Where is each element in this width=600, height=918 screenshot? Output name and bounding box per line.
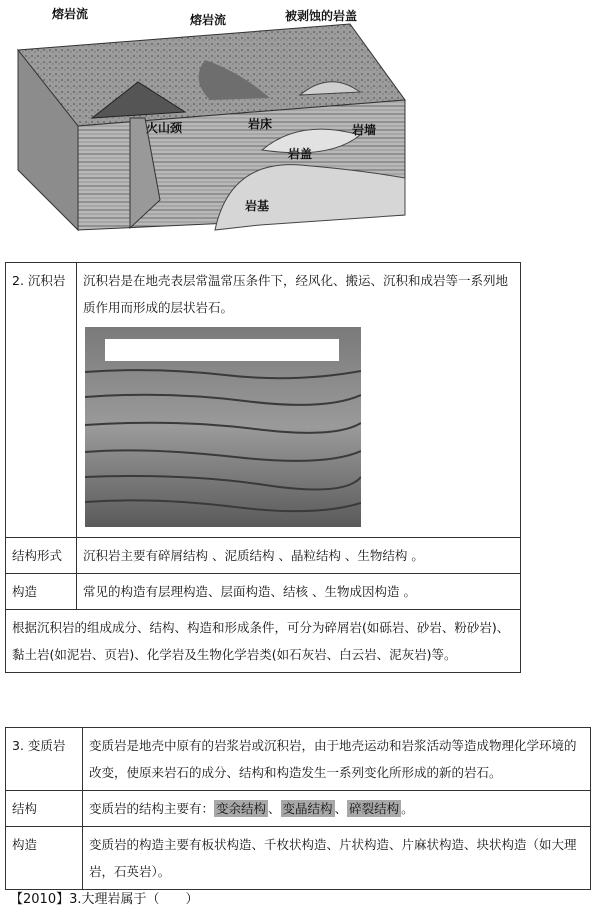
separator: 、 (268, 801, 281, 816)
label-batholith: 岩基 (245, 199, 270, 213)
metamorphic-tectonic-label: 构造 (6, 827, 83, 890)
question-text: 【2010】3.大理岩属于（ ） (10, 892, 199, 907)
sedimentary-definition-cell (77, 263, 521, 538)
sedimentary-heading: 2. 沉积岩 (6, 263, 77, 538)
label-laccolith: 岩盖 (288, 147, 313, 161)
sedimentary-tectonic-label: 构造 (6, 574, 77, 610)
label-dike: 岩墙 (352, 123, 377, 137)
sedimentary-structure-label: 结构形式 (6, 538, 77, 574)
metamorphic-structure-text (83, 791, 591, 827)
metamorphic-heading: 3. 变质岩 (6, 728, 83, 791)
metamorphic-tectonic-text: 变质岩的构造主要有板状构造、千枚状构造、片状构造、片麻状构造、块状构造（如大理岩，石英岩）。 (83, 827, 591, 890)
sedimentary-rock-table (5, 262, 521, 673)
structure-item-relict: 变余结构 (216, 801, 267, 816)
metamorphic-structure-label: 结构 (6, 791, 83, 827)
structure-item-cataclastic: 碎裂结构 (349, 801, 400, 816)
label-lava-left: 熔岩流 (52, 7, 89, 21)
label-volcanic-neck: 火山颈 (146, 121, 183, 135)
label-lava-center: 熔岩流 (190, 13, 227, 27)
sedimentary-tectonic-text: 常见的构造有层理构造、层面构造、结核 、生物成因构造 。 (77, 574, 521, 610)
metamorphic-rock-table (5, 727, 591, 890)
separator: 、 (334, 801, 348, 816)
label-eroded-laccolith: 被剥蚀的岩盖 (285, 9, 358, 23)
igneous-rock-block-diagram (0, 0, 600, 240)
sedimentary-definition: 沉积岩是在地壳表层常温常压条件下，经风化、搬运、沉积和成岩等一系列地质作用而形成的层状岩石。 (83, 273, 509, 315)
label-sill: 岩床 (248, 117, 273, 131)
metamorphic-definition: 变质岩是地壳中原有的岩浆岩或沉积岩，由于地壳运动和岩浆活动等造成物理化学环境的改变，使原来岩石的成分、结构和构造发生一系列变化所形成的新的岩石。 (83, 728, 591, 791)
structure-item-crystalloblastic: 变晶结构 (282, 801, 333, 816)
sedimentary-structure-text: 沉积岩主要有碎屑结构 、泥质结构 、晶粒结构 、生物结构 。 (77, 538, 521, 574)
sedimentary-classification: 根据沉积岩的组成成分、结构、构造和形成条件，可分为碎屑岩(如砾岩、砂岩、粉砂岩)、黏土岩(如泥岩、页岩)、化学岩及生物化学岩类(如石灰岩、白云岩、泥灰岩)等。 (6, 610, 521, 673)
structure-end: 。 (401, 801, 414, 816)
metamorphic-structure-prefix: 变质岩的结构主要有： (89, 801, 215, 816)
sedimentary-strata-photo (85, 327, 361, 527)
